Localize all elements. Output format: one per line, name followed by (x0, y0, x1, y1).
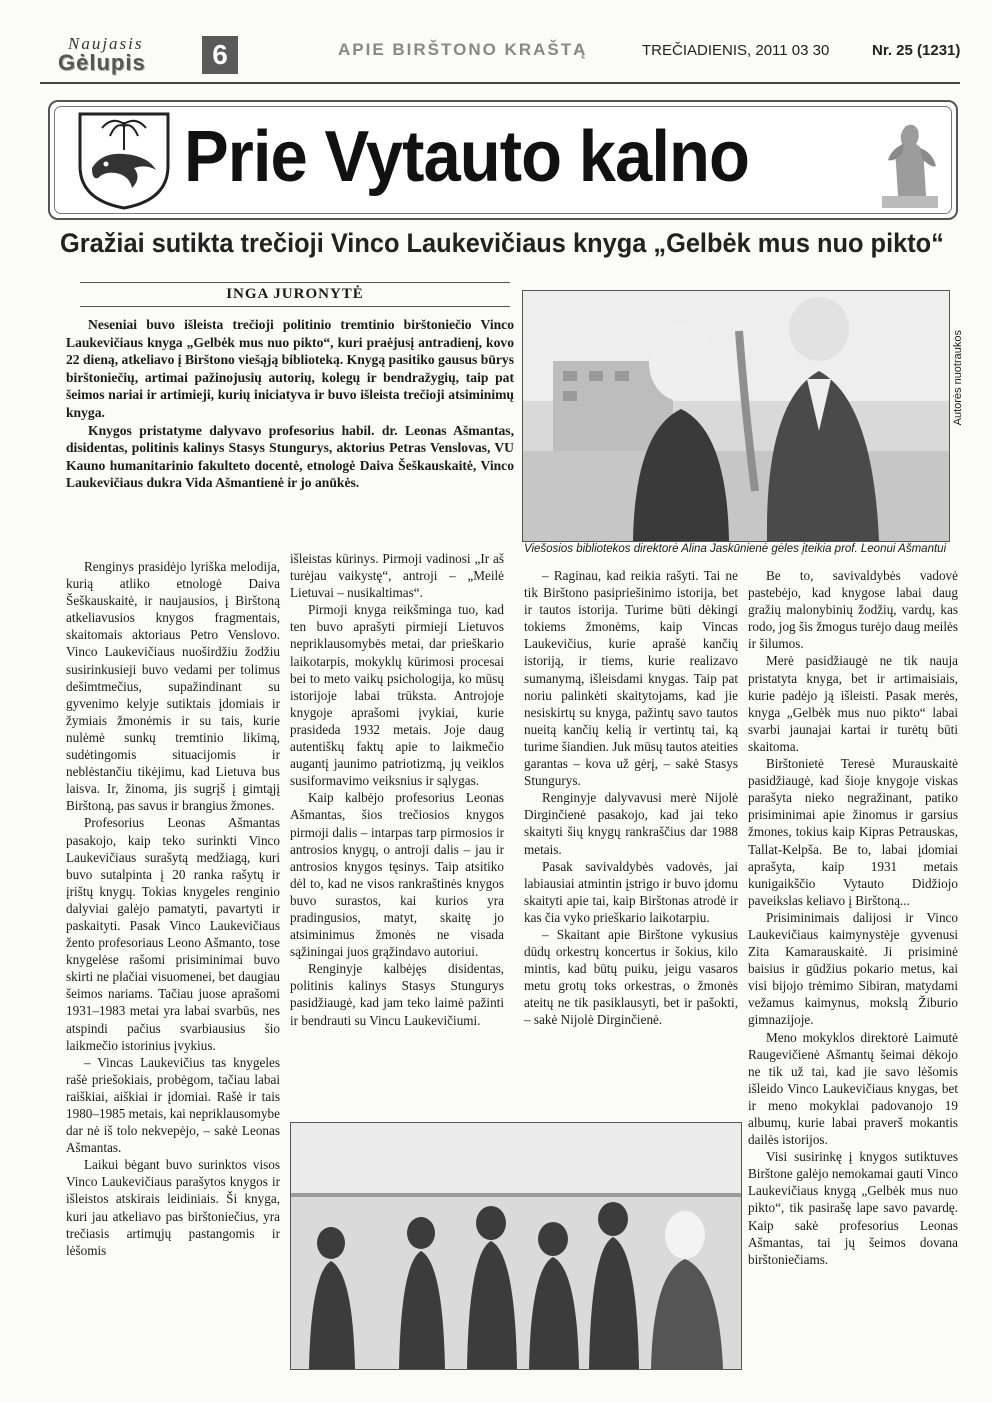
fountain-dolphin-crest-icon (72, 108, 176, 210)
author-rule-bottom (80, 306, 510, 307)
photo-flowers-presentation (522, 290, 950, 542)
paragraph: išleistas kūrinys. Pirmoji vadinosi „Ir aš turėjau vaikystę“, antroji – „Meilė Lietuvai – nusikaltimas“. (290, 551, 504, 601)
article-lead (66, 316, 514, 492)
banner-title: Prie Vytauto kalno (184, 117, 749, 197)
photo-audience (290, 1122, 742, 1370)
article-headline: Gražiai sutikta trečioji Vinco Laukevičiaus knyga „Gelbėk mus nuo pikto“ (60, 228, 944, 258)
paragraph: Be to, savivaldybės vadovė pastebėjo, kad knygose labai daug gražių malonybinių žodžių, vardų, kas rodo, jog šis žmogus turėjo daug meilės ir šilumos. (748, 568, 958, 652)
article-author: INGA JURONYTĖ (226, 286, 364, 302)
lead-paragraph: Knygos pristatyme dalyvavo profesorius habil. dr. Leonas Ašmantas, disidentas, politinis kalinys Stasys Stungurys, aktorius Petras Venslovas, VU Kauno humanitarinio fakulteto docentė, etnologė Daiva Šeškauskaitė, Vinco Laukevičiaus dukra Vida Ašmantienė ir jo anūkės. (66, 422, 514, 491)
photo-credit: Autorės nuotraukos (952, 330, 964, 426)
masthead-logo (40, 34, 200, 76)
section-title: APIE BIRŠTONO KRAŠTĄ (338, 40, 588, 59)
photo-caption: Viešosios bibliotekos direktorė Alina Jaskūnienė gėles įteikia prof. Leonui Ašmantui (524, 543, 947, 555)
paragraph: – Skaitant apie Birštone vykusius dūdų orkestrų koncertus ir šokius, kilo mintis, kad būtų puiku, jeigu vasaros metu grotų toks orkestras, o žmonės ateitų ne tik pasiklausyti, bet ir pašokti, – sakė Nijolė Dirginčienė. (524, 926, 738, 1028)
article-column-1 (66, 558, 280, 1259)
paragraph: Birštonietė Teresė Murauskaitė pasidžiaugė, kad šioje knygoje viskas parašyta nieko negražinant, patiko prisiminimai apie žinomus ir garsius žmones, tokius kaip Kipras Petrauskas, Tallat-Kelpša. Be to, labai įdomiai aprašyta, kaip 1931 metais kunigaikščio Vytauto Didžiojo paveikslas keliavo į Birštoną... (748, 756, 958, 908)
paragraph: Laikui bėgant buvo surinktos visos Vinco Laukevičiaus parašytos knygos ir išleistos atskirais leidiniais. Ši knyga, kuri jau atkeliavo pas birštoniečius, yra trečiasis artimųjų pastangomis ir lėšomis (66, 1157, 280, 1258)
paragraph: – Raginau, kad reikia rašyti. Tai ne tik Birštono pasipriešinimo istorija, bet ir tautos istorija. Turime būti dėkingi tokiems žmonėms, kaip Vincas Laukevičius, kurie aprašė kančių istoriją, ir tiems, kurie realizavo sumanymą, išleisdami knygas. Taip pat noriu palinkėti skaitytojams, kad jie nesiskirtų su knyga, pažintų savo tautos nueitą kančių kelią ir vertintų tai, ką turime šiandien. Juk mūsų tautos ateities garantas – kova už gėrį, – sakė Stasys Stungurys. (524, 568, 738, 789)
article-column-4 (748, 567, 958, 1268)
paragraph: Profesorius Leonas Ašmantas pasakojo, kaip teko surinkti Vinco Laukevičiaus surašytą medžiagą, kuri buvo sutalpinta į 20 ranka rašytų ir įrištų knygų. Tokias knygeles renginio dalyviai galėjo pamatyti, pavartyti ir paskaityti. Pasak Vinco Laukevičiaus žento profesoriaus Leono Ašmanto, tose knygelėse rašomi prisiminimai buvo skirti ne plačiai visuomenei, bet daugiau šeimos nariams. Tačiau juose aprašomi 1931–1983 metai yra labai svarbūs, nes atspindi pačius svarbiausius šio laikmečio istorinius įvykius. (66, 815, 280, 1053)
paragraph: Visi susirinkę į knygos sutiktuves Birštone galėjo nemokamai gauti Vinco Laukevičiaus knygą „Gelbėk mus nuo pikto“, tik pasirašę lape savo pavardę. Kaip sakė profesorius Leonas Ašmantas, tai jų šeimos dovana birštoniečiams. (748, 1149, 958, 1267)
author-rule-top (80, 282, 510, 283)
paragraph: Prisiminimais dalijosi ir Vinco Laukevičiaus kaimynystėje gyvenusi Zita Kamarauskaitė. Ji prisiminė baisius ir gūdžius pokario metus, kai visi bijojo trėmimo Sibiran, matydami vežamus kaimynus, mokslą Žiburio gimnazijoje. (748, 909, 958, 1028)
header-divider (40, 82, 960, 84)
paragraph: Pirmoji knyga reikšminga tuo, kad ten buvo aprašyti pirmieji Lietuvos nepriklausomybės metai, dar prieškario laikotarpis, mokyklų kūrimosi procesai bei to meto vaikų psichologija, ko mūsų istorijoje labai trūksta. Antrojoje knygoje aprašomi įvykiai, kurie prasideda 1932 metais. Joje daug autentiškų faktų apie to laikmečio augantį jaunimo patriotizmą, jų veiklos susiformavimo veiksnius ir sąlygas. (290, 602, 504, 789)
paragraph: Renginyje dalyvavusi merė Nijolė Dirginčienė pasakojo, kad jai teko skaityti šių knygų rankraščius dar 1988 metais. (524, 790, 738, 857)
paragraph: Kaip kalbėjo profesorius Leonas Ašmantas, šios trečiosios knygos pirmoji dalis – intarpas tarp pirmosios ir antrosios knygų, o antroji dalis – jau ir antrosios knygos tęsinys. Taip atsitiko dėl to, kad ne visos rankraštinės knygos buvo surastos, kai kurios yra pradingusios, matyt, skaitę jo atsiminimus žmonės ne visada sąžiningai juos grąžindavo autoriui. (290, 790, 504, 960)
paragraph: Meno mokyklos direktorė Laimutė Raugevičienė Ašmantų šeimai dėkojo ne tik už tai, kad jie savo lėšomis išleido Vinco Laukevičiaus knygas, bet ir meno mokyklai padovanojo 19 albumų, kurie labai praverš mokantis dailės istorijos. (748, 1029, 958, 1148)
paragraph: Renginys prasidėjo lyriška melodija, kurią atliko etnologė Daiva Šeškauskaitė, ir naujausios, į Birštoną atkeliavusios knygos fragmentais, skaitomais aktoriaus Petro Venslovo. Vinco Laukevičiaus nuoširdžiu žodžiu susirinkusieji buvo vedami per tolimus dešimtmečius, supažindinant su gyvenimo kelyje sutiktais įdomiais ir žymiais žmonėmis ir su tais, kurie nulėmė sunkų tremtinio likimą, sudėtingomis situacijomis ir neblėstančiu tikėjimu, kad Lietuva bus laisva. Ir, žinoma, jis sugrįš į gimtąjį Birštoną, pas savus ir brangius žmones. (66, 559, 280, 814)
page-number: 6 (202, 36, 238, 74)
issue-date: TREČIADIENIS, 2011 03 30 (642, 42, 830, 59)
paragraph: Pasak savivaldybės vadovės, jai labiausiai atmintin įstrigo ir buvo įdomu skaityti apie tai, kaip Birštonas atrodė ir kas čia vyko prieškario laikotarpiu. (524, 858, 738, 925)
paragraph: Renginyje kalbėjęs disidentas, politinis kalinys Stasys Stungurys pasidžiaugė, kad jam teko laimė pažinti ir bendrauti su Vincu Laukevičiumi. (290, 961, 504, 1028)
vytautas-statue-icon (874, 104, 944, 210)
paragraph: Merė pasidžiaugė ne tik nauja pristatyta knyga, bet ir artimaisiais, kurie padėjo ją išleisti. Pasak merės, knyga „Gelbėk mus nuo pikto“ labai svarbi jaunajai kartai ir turėtų būti skaitoma. (748, 653, 958, 754)
paragraph: – Vincas Laukevičius tas knygeles rašė priešokiais, probėgom, tačiau labai raiškiai, aiškiai ir įdomiai. Rašė ir tais 1980–1985 metais, kai nepriklausomybe dar nė iš tolo nekvepėjo, – sakė Leonas Ašmantas. (66, 1054, 280, 1156)
article-column-2 (290, 550, 504, 1029)
masthead-bottom-text: Gėlupis (58, 50, 146, 75)
article-column-3 (524, 567, 738, 1029)
issue-number: Nr. 25 (1231) (872, 42, 961, 59)
lead-paragraph: Neseniai buvo išleista trečioji politinio tremtinio birštoniečio Vinco Laukevičiaus knyga „Gelbėk mus nuo pikto“, kuri praėjusį antradienį, kovo 22 dieną, atkeliavo į Birštono viešąją biblioteką. Knygą pasitiko gausus būrys birštoniečių, artimai pažinojusių autorių, kolegų ir bendražygių, taip pat šeimos nariai ir artimieji, kurių iniciatyva ir buvo išleista trečioji atsiminimų knyga. (66, 317, 514, 420)
masthead-top-text: Naujasis (68, 34, 144, 53)
